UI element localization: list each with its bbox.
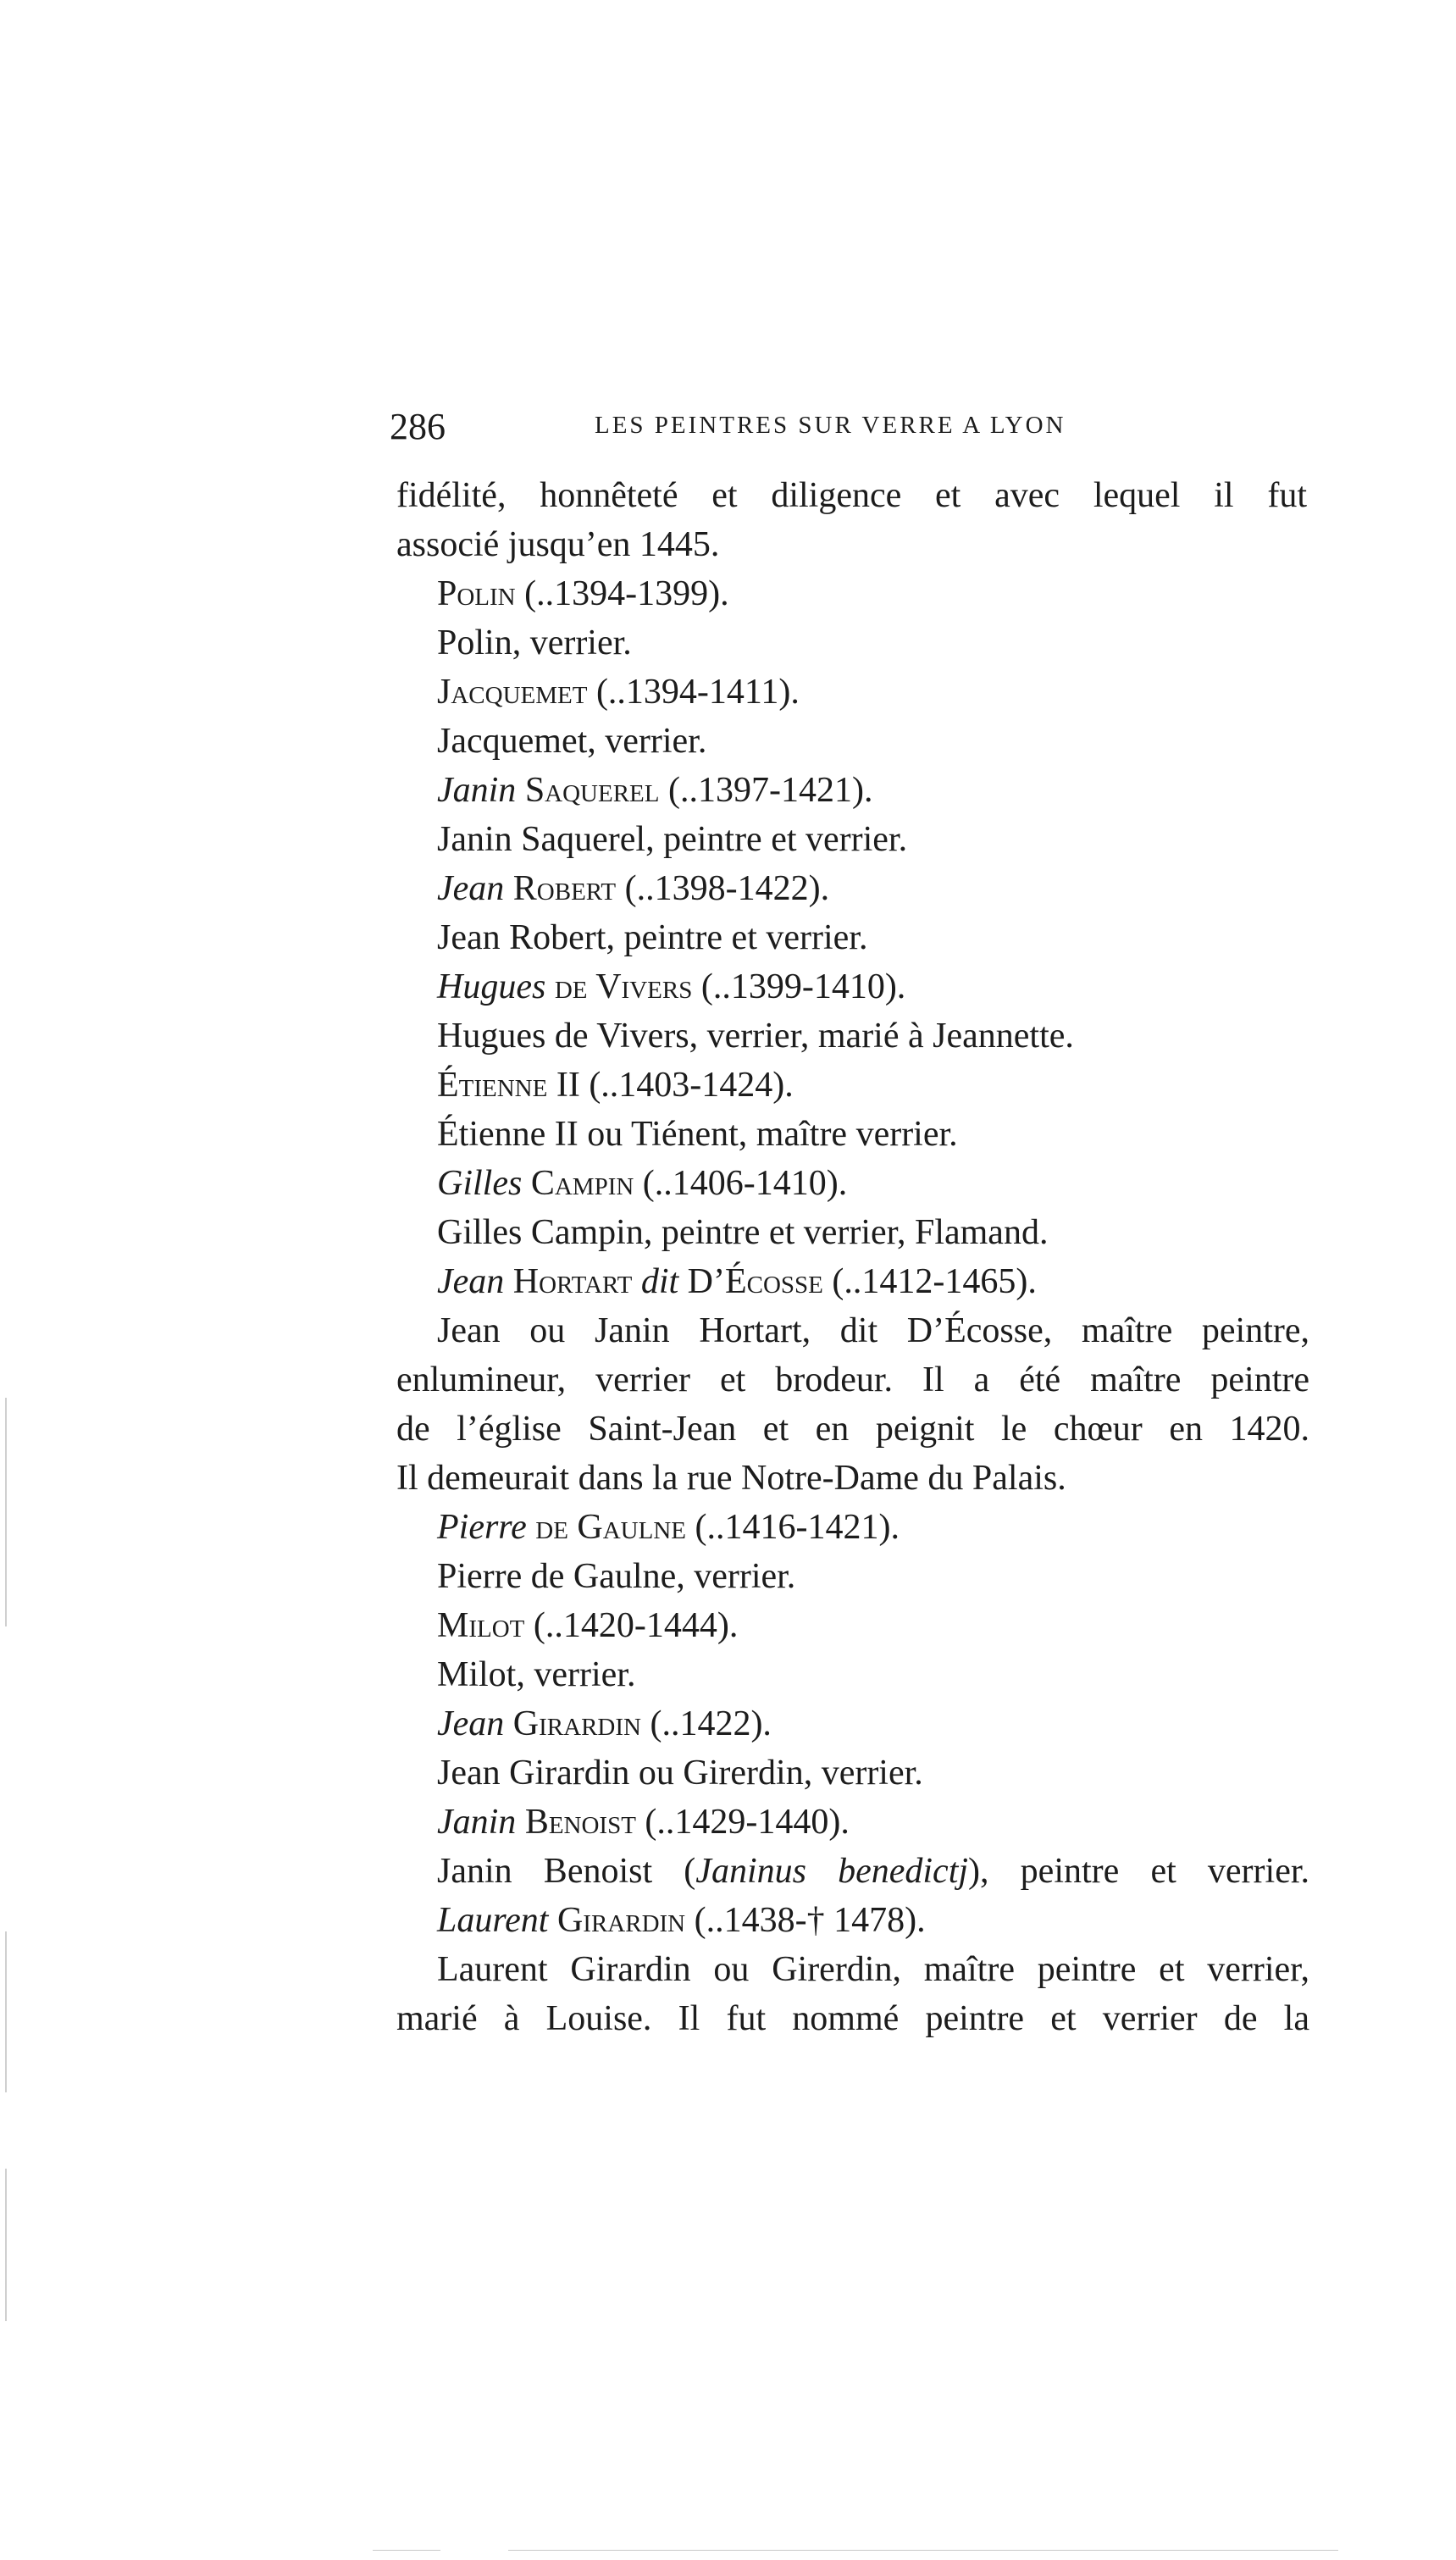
entry-heading: Jacquemet (..1394-1411). (437, 673, 800, 712)
entry-description: Jean Robert, peintre et verrier. (437, 918, 868, 957)
entry-description: Gilles Campin, peintre et verrier, Flamand. (437, 1213, 1049, 1252)
page-header (390, 405, 1279, 456)
entry-description: Janin Benoist (Janinus benedictj), peintre et verrier. (437, 1852, 1310, 1891)
entry-heading: Janin Saquerel (..1397-1421). (437, 771, 873, 810)
entry-heading: Polin (..1394-1399). (437, 574, 729, 613)
scan-margin-mark (5, 1931, 7, 2092)
text-line: fidélité, honnêteté et diligence et avec lequel il fut (396, 476, 1307, 515)
entry-heading: Janin Benoist (..1429-1440). (437, 1803, 850, 1842)
entry-heading: Hugues de Vivers (..1399-1410). (437, 967, 906, 1006)
entry-description: Milot, verrier. (437, 1655, 636, 1694)
entry-description: Jean ou Janin Hortart, dit D’Écosse, maître peintre, (437, 1311, 1309, 1350)
running-title: LES PEINTRES SUR VERRE A LYON (595, 412, 1066, 439)
entry-heading: Milot (..1420-1444). (437, 1606, 739, 1645)
text-line: associé jusqu’en 1445. (396, 525, 720, 564)
entry-description: de l’église Saint-Jean et en peignit le chœur en 1420. (396, 1410, 1309, 1449)
scan-bottom-edge (508, 2550, 1338, 2551)
entry-heading: Jean Hortart dit D’Écosse (..1412-1465). (437, 1262, 1037, 1301)
entry-description: Jean Girardin ou Girerdin, verrier. (437, 1754, 923, 1793)
entry-description: Janin Saquerel, peintre et verrier. (437, 820, 908, 859)
entry-heading: Jean Robert (..1398-1422). (437, 869, 830, 908)
entry-heading: Laurent Girardin (..1438-† 1478). (437, 1901, 926, 1940)
entry-description: marié à Louise. Il fut nommé peintre et verrier de la (396, 1999, 1309, 2038)
entry-heading: Pierre de Gaulne (..1416-1421). (437, 1508, 900, 1547)
scan-margin-mark (5, 1398, 7, 1626)
entry-description: Jacquemet, verrier. (437, 722, 707, 761)
entry-heading: Étienne II (..1403-1424). (437, 1066, 794, 1105)
scan-margin-mark (5, 2169, 7, 2321)
entry-description: Polin, verrier. (437, 623, 632, 662)
entry-heading: Jean Girardin (..1422). (437, 1704, 772, 1743)
page-number: 286 (390, 406, 446, 447)
entry-heading: Gilles Campin (..1406-1410). (437, 1164, 848, 1203)
entry-description: Pierre de Gaulne, verrier. (437, 1557, 796, 1596)
entry-description: enlumineur, verrier et brodeur. Il a été maître peintre (396, 1360, 1309, 1399)
entry-description: Étienne II ou Tiénent, maître verrier. (437, 1115, 958, 1154)
entry-description: Hugues de Vivers, verrier, marié à Jeannette. (437, 1017, 1074, 1056)
entry-description: Il demeurait dans la rue Notre-Dame du Palais. (396, 1459, 1066, 1498)
scan-bottom-edge (373, 2550, 440, 2551)
entry-description: Laurent Girardin ou Girerdin, maître peintre et verrier, (437, 1950, 1309, 1989)
